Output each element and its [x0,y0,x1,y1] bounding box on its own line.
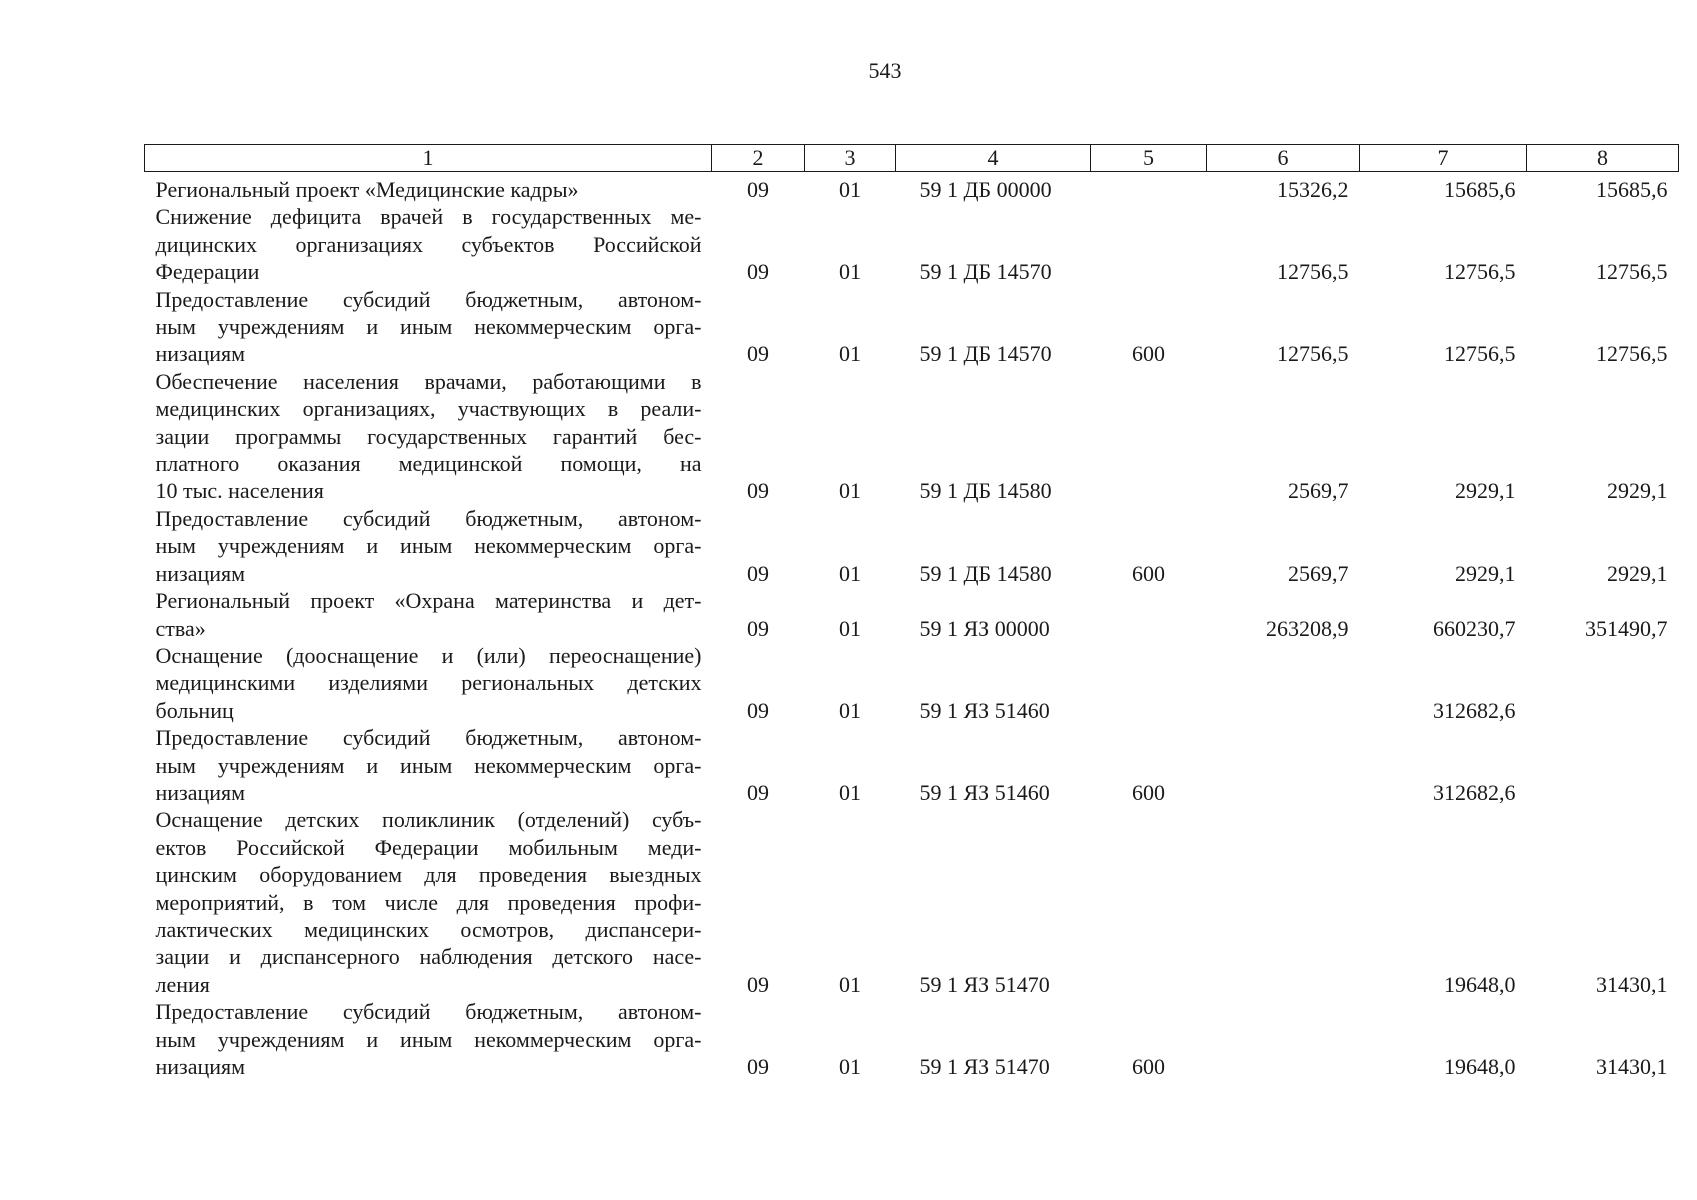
row-section: 09 [747,259,769,285]
row-section: 09 [747,971,769,997]
row-section: 09 [747,177,769,202]
row-value-8 [1527,724,1679,806]
row-value-6: 15326,2 [1277,177,1349,202]
row-code: 59 1 ДБ 14580 [919,478,1052,504]
row-value-6 [1207,998,1360,1080]
row-name-line: Предоставление субсидий бюджетным, автоном- [155,725,702,751]
row-expense-type [1091,587,1207,642]
row-section: 09 [747,615,769,641]
row-value-6 [1207,642,1360,724]
row-value-6 [1207,724,1360,806]
row-name [145,587,712,642]
row-value-8: 31430,1 [1596,971,1668,997]
row-name-line: низациям [155,560,246,586]
row-value-6: 263208,9 [1266,615,1349,641]
row-value-8 [1527,642,1679,724]
row-name [145,998,712,1080]
row-expense-type [1091,203,1207,285]
row-name-line: платного оказания медицинской помощи, на [155,451,702,477]
row-name [145,724,712,806]
row-name [145,505,712,587]
row-section: 09 [747,779,769,805]
row-name-line: низациям [155,779,246,805]
row-expense-type: 600 [1132,779,1165,805]
row-value-6: 12756,5 [1277,259,1349,285]
row-value-8: 2929,1 [1607,478,1668,504]
row-value-6: 2569,7 [1288,478,1349,504]
row-subsection: 01 [839,615,861,641]
row-value-7: 660230,7 [1433,615,1516,641]
row-value-8: 31430,1 [1596,1054,1668,1079]
table-row [145,286,1679,368]
row-name-line: ектов Российской Федерации мобильным меди- [155,834,702,860]
table-row [145,368,1679,505]
row-value-7: 12756,5 [1444,341,1516,367]
row-name [145,286,712,368]
row-value-7: 2929,1 [1455,560,1516,586]
table-row [145,642,1679,724]
row-name-line: Федерации [155,259,260,285]
row-name [145,642,712,724]
row-subsection: 01 [839,259,861,285]
row-section: 09 [747,560,769,586]
row-name-line: лактических медицинских осмотров, диспансери- [155,916,702,942]
row-value-8: 15685,6 [1596,177,1668,202]
row-subsection: 01 [839,697,861,723]
row-code: 59 1 ДБ 14570 [919,341,1052,367]
row-value-6 [1207,806,1360,998]
row-name-line: низациям [155,341,246,367]
row-name-line: 10 тыс. населения [155,478,324,504]
row-value-8: 12756,5 [1596,259,1668,285]
row-name-line: мероприятий, в том числе для проведения профи- [155,889,702,915]
row-subsection: 01 [839,177,861,202]
row-subsection: 01 [839,971,861,997]
row-name-line: ным учреждениям и иным некоммерческим орга- [155,533,702,559]
row-value-8: 351490,7 [1585,615,1668,641]
row-name [145,203,712,285]
row-name-line: Региональный проект «Медицинские кадры» [155,177,579,202]
row-expense-type [1091,368,1207,505]
row-value-7: 12756,5 [1444,259,1516,285]
row-name-line: ным учреждениям и иным некоммерческим орга- [155,1026,702,1052]
row-name-line: больниц [155,697,234,723]
row-name-line: медицинскими изделиями региональных детских [155,670,702,696]
row-value-7: 312682,6 [1433,779,1516,805]
row-name-line: низациям [155,1054,246,1079]
row-name-line: зации и диспансерного наблюдения детского насе- [155,944,702,970]
header-row [145,145,1679,172]
row-section: 09 [747,1054,769,1079]
budget-table [144,144,1679,1080]
row-code: 59 1 ЯЗ 51470 [919,1054,1050,1079]
table-row [145,172,1679,204]
table-row [145,724,1679,806]
row-name-line: зации программы государственных гарантий бес- [155,423,702,449]
row-value-8: 12756,5 [1596,341,1668,367]
row-code: 59 1 ДБ 00000 [919,177,1052,202]
row-name-line: медицинских организациях, участвующих в реали- [155,396,702,422]
row-code: 59 1 ЯЗ 51460 [919,697,1050,723]
row-code: 59 1 ЯЗ 51470 [919,971,1050,997]
row-expense-type [1091,806,1207,998]
column-header-4: 4 [896,145,1091,172]
row-code: 59 1 ЯЗ 51460 [919,779,1050,805]
row-name-line: Предоставление субсидий бюджетным, автоном- [155,505,702,531]
row-expense-type [1091,172,1207,204]
row-name-line: ным учреждениям и иным некоммерческим орга- [155,752,702,778]
row-name [145,806,712,998]
row-subsection: 01 [839,1054,861,1079]
row-name-line: Предоставление субсидий бюджетным, автоном- [155,999,702,1025]
row-name-line: ным учреждениям и иным некоммерческим орга- [155,314,702,340]
row-name-line: цинским оборудованием для проведения выездных [155,862,702,888]
row-name-line: Региональный проект «Охрана материнства и дет- [155,588,702,614]
table-row [145,203,1679,285]
row-code: 59 1 ЯЗ 00000 [919,615,1050,641]
row-expense-type [1091,642,1207,724]
row-expense-type: 600 [1132,560,1165,586]
row-name [145,368,712,505]
row-value-6: 2569,7 [1288,560,1349,586]
row-name [145,172,712,204]
column-header-5: 5 [1091,145,1207,172]
row-name-line: ства» [155,615,206,641]
row-name-line: Предоставление субсидий бюджетным, автоном- [155,286,702,312]
row-value-7: 312682,6 [1433,697,1516,723]
row-subsection: 01 [839,341,861,367]
row-value-7: 19648,0 [1444,971,1516,997]
row-subsection: 01 [839,779,861,805]
table-row [145,998,1679,1080]
row-name-line: Оснащение детских поликлиник (отделений) субъ- [155,807,702,833]
row-section: 09 [747,697,769,723]
column-header-8: 8 [1527,145,1679,172]
row-name-line: ления [155,971,210,997]
row-section: 09 [747,341,769,367]
table-body [145,172,1679,1081]
row-value-6: 12756,5 [1277,341,1349,367]
row-value-7: 15685,6 [1444,177,1516,202]
row-subsection: 01 [839,478,861,504]
row-value-7: 19648,0 [1444,1054,1516,1079]
row-subsection: 01 [839,560,861,586]
column-header-2: 2 [712,145,805,172]
page-number: 543 [868,58,902,83]
row-expense-type: 600 [1132,1054,1165,1079]
row-expense-type: 600 [1132,341,1165,367]
column-header-7: 7 [1360,145,1527,172]
row-name-line: Оснащение (дооснащение и (или) переоснащение) [155,642,702,668]
row-name-line: Снижение дефицита врачей в государственных ме- [155,204,702,230]
row-code: 59 1 ДБ 14580 [919,560,1052,586]
column-header-6: 6 [1207,145,1360,172]
row-section: 09 [747,478,769,504]
row-name-line: Обеспечение населения врачами, работающими в [155,368,702,394]
column-header-3: 3 [805,145,896,172]
table-row [145,505,1679,587]
table-row [145,806,1679,998]
row-name-line: дицинских организациях субъектов Российской [155,231,702,257]
table-row [145,587,1679,642]
row-value-8: 2929,1 [1607,560,1668,586]
column-header-1: 1 [145,145,712,172]
row-code: 59 1 ДБ 14570 [919,259,1052,285]
row-value-7: 2929,1 [1455,478,1516,504]
